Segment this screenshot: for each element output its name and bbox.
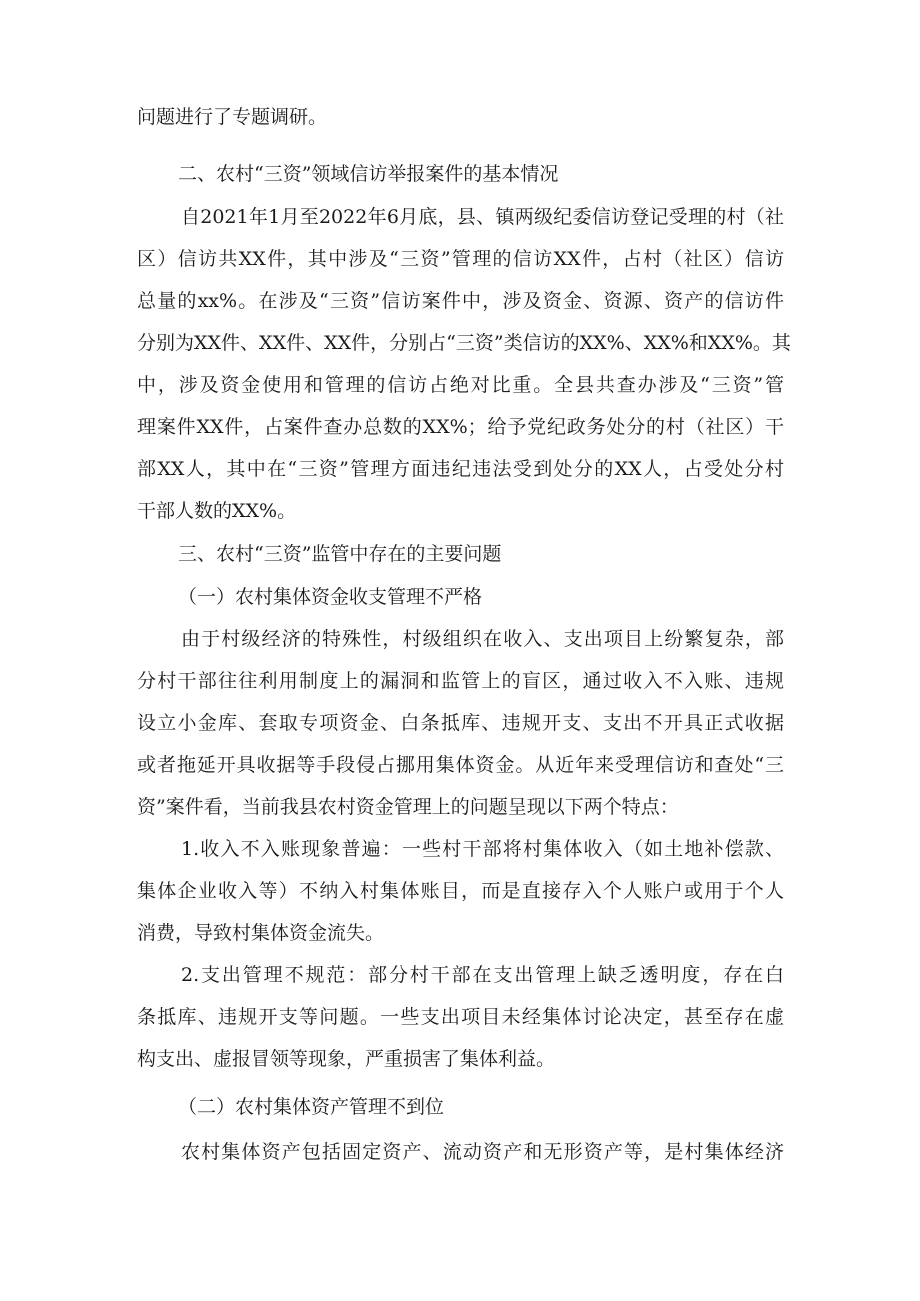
text-line: 1.收入不入账现象普遍：一些村干部将村集体收入（如土地补偿款、 xyxy=(181,838,784,860)
section-heading: 二、农村“三资”领域信访举报案件的基本情况 xyxy=(178,163,559,185)
text-line: 2.支出管理不规范：部分村干部在支出管理上缺乏透明度，存在白 xyxy=(181,964,784,986)
text-line: 干部人数的XX%。 xyxy=(137,500,297,522)
text-line: 或者拖延开具收据等手段侵占挪用集体资金。从近年来受理信访和查处“三 xyxy=(137,754,784,776)
text-line: 问题进行了专题调研。 xyxy=(137,106,328,128)
text-line: 部XX人，其中在“三资”管理方面违纪违法受到处分的XX人，占受处分村 xyxy=(137,458,784,480)
subsection-heading: （二）农村集体资产管理不到位 xyxy=(178,1096,445,1118)
text-line: 构支出、虚报冒领等现象，严重损害了集体利益。 xyxy=(137,1048,556,1070)
text-line: 分村干部往往利用制度上的漏洞和监管上的盲区，通过收入不入账、违规 xyxy=(137,670,784,692)
text-line: 中，涉及资金使用和管理的信访占绝对比重。全县共查办涉及“三资”管 xyxy=(137,374,784,396)
text-line: 设立小金库、套取专项资金、白条抵库、违规开支、支出不开具正式收据 xyxy=(137,712,784,734)
text-line: 由于村级经济的特殊性，村级组织在收入、支出项目上纷繁复杂，部 xyxy=(181,628,784,650)
text-line: 集体企业收入等）不纳入村集体账目，而是直接存入个人账户或用于个人 xyxy=(137,880,784,902)
subsection-heading: （一）农村集体资金收支管理不严格 xyxy=(178,586,483,608)
text-line: 条抵库、违规开支等问题。一些支出项目未经集体讨论决定，甚至存在虚 xyxy=(137,1006,784,1028)
text-line: 区）信访共XX件，其中涉及“三资”管理的信访XX件，占村（社区）信访 xyxy=(137,248,784,270)
text-line: 总量的xx%。在涉及“三资”信访案件中，涉及资金、资源、资产的信访件 xyxy=(137,290,784,312)
section-heading: 三、农村“三资”监管中存在的主要问题 xyxy=(178,543,502,565)
text-line: 消费，导致村集体资金流失。 xyxy=(137,922,385,944)
text-line: 农村集体资产包括固定资产、流动资产和无形资产等，是村集体经济 xyxy=(181,1141,784,1163)
text-line: 自2021年1月至2022年6月底，县、镇两级纪委信访登记受理的村（社 xyxy=(181,206,784,228)
text-line: 资”案件看，当前我县农村资金管理上的问题呈现以下两个特点： xyxy=(137,796,679,818)
text-line: 分别为XX件、XX件、XX件，分别占“三资”类信访的XX%、XX%和XX%。其 xyxy=(137,332,791,354)
text-line: 理案件XX件，占案件查办总数的XX%；给予党纪政务处分的村（社区）干 xyxy=(137,416,784,438)
